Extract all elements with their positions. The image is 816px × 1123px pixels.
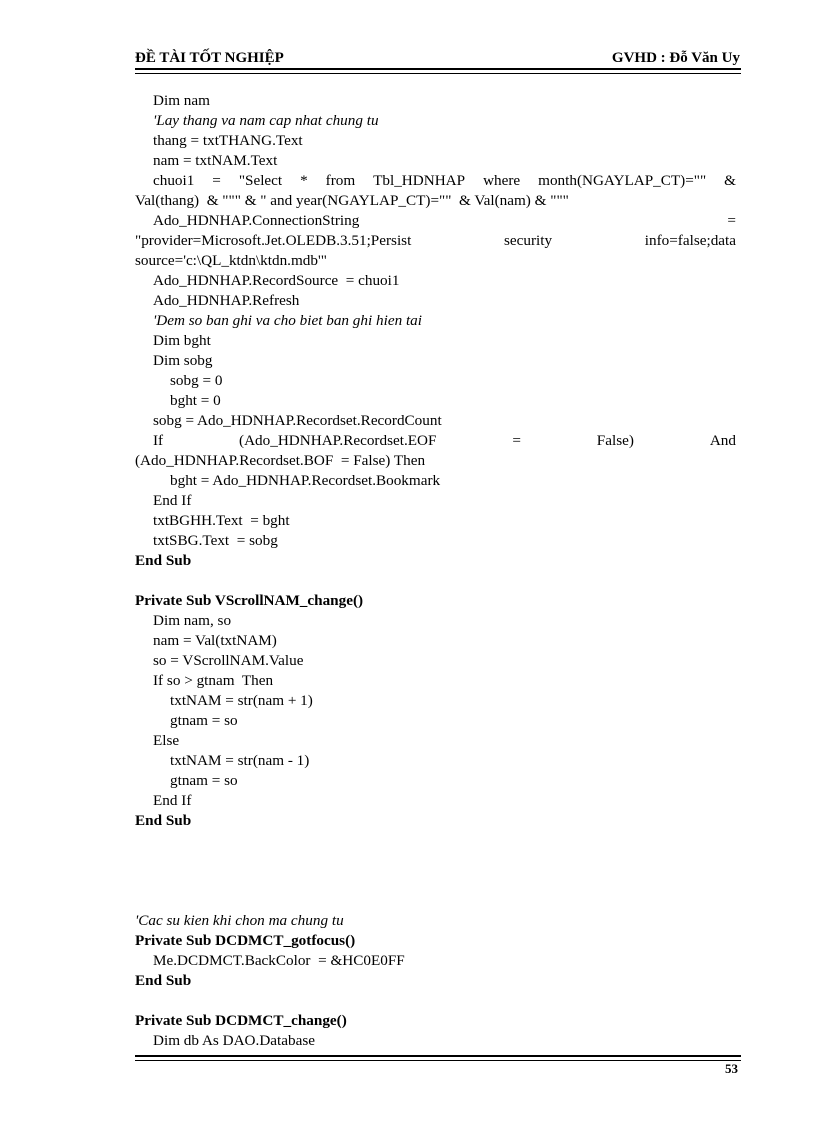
code-line: Dim nam, so	[153, 612, 232, 629]
code-line: End If	[153, 792, 192, 809]
blank-line	[135, 571, 736, 591]
code-line: Ado_HDNHAP.Refresh	[153, 292, 300, 309]
code-line: End If	[153, 492, 192, 509]
code-word: Ado_HDNHAP.ConnectionString	[153, 212, 360, 229]
code-word: "provider=Microsoft.Jet.OLEDB.3.51;Persist	[135, 232, 412, 249]
code-keyword: Private Sub DCDMCT_gotfocus()	[135, 932, 356, 949]
code-line: Dim nam	[153, 92, 210, 109]
code-line: thang = txtTHANG.Text	[153, 132, 303, 149]
code-line: so = VScrollNAM.Value	[153, 652, 304, 669]
page-header	[135, 50, 740, 68]
code-word: =	[512, 432, 521, 449]
code-line: sobg = 0	[170, 372, 223, 389]
code-line: Else	[153, 732, 180, 749]
code-word: Tbl_HDNHAP	[373, 172, 466, 189]
code-keyword: Private Sub VScrollNAM_change()	[135, 592, 364, 609]
code-word: =	[212, 172, 221, 189]
blank-line	[135, 831, 736, 851]
code-listing	[135, 91, 736, 1051]
code-word: *	[300, 172, 308, 189]
code-word: month(NGAYLAP_CT)=""	[538, 172, 707, 189]
code-keyword: End Sub	[135, 812, 192, 829]
code-word: False)	[596, 432, 634, 449]
code-line: Ado_HDNHAP.RecordSource = chuoi1	[153, 272, 400, 289]
blank-line	[135, 991, 736, 1011]
code-line: sobg = Ado_HDNHAP.Recordset.RecordCount	[153, 412, 442, 429]
blank-line	[135, 851, 736, 871]
advisor-name: GVHD : Đỗ Văn Uy	[611, 50, 740, 66]
code-line: Dim db As DAO.Database	[153, 1032, 315, 1049]
code-line-justified	[135, 211, 736, 231]
code-word: If	[153, 432, 164, 449]
code-keyword: End Sub	[135, 552, 192, 569]
code-word: where	[483, 172, 521, 189]
code-word: And	[709, 432, 736, 449]
code-word: &	[724, 172, 736, 189]
blank-line	[135, 891, 736, 911]
code-line: Val(thang) & """ & " and year(NGAYLAP_CT)="" & Val(nam) & """	[135, 192, 569, 209]
code-line-justified	[135, 431, 736, 451]
code-line: (Ado_HDNHAP.Recordset.BOF = False) Then	[135, 452, 426, 469]
code-line: Dim bght	[153, 332, 211, 349]
code-line: txtSBG.Text = sobg	[153, 532, 278, 549]
code-word: info=false;data	[644, 232, 736, 249]
code-line: gtnam = so	[170, 772, 238, 789]
code-line: txtNAM = str(nam + 1)	[170, 692, 313, 709]
code-line: If so > gtnam Then	[153, 672, 274, 689]
code-line-justified	[135, 231, 736, 251]
page-number: 53	[725, 1061, 738, 1076]
code-comment: 'Cac su kien khi chon ma chung tu	[135, 912, 344, 929]
code-line: source='c:\QL_ktdn\ktdn.mdb'"	[135, 252, 327, 269]
code-word: "Select	[238, 172, 283, 189]
code-comment: 'Lay thang va nam cap nhat chung tu	[153, 112, 379, 129]
code-comment: 'Dem so ban ghi va cho biet ban ghi hien tai	[153, 312, 422, 329]
code-line: nam = txtNAM.Text	[153, 152, 278, 169]
header-rule	[135, 68, 741, 74]
code-line: txtBGHH.Text = bght	[153, 512, 290, 529]
code-word: from	[325, 172, 356, 189]
code-line: bght = 0	[170, 392, 221, 409]
code-line: bght = Ado_HDNHAP.Recordset.Bookmark	[170, 472, 441, 489]
code-line: Me.DCDMCT.BackColor = &HC0E0FF	[153, 952, 405, 969]
code-word: =	[727, 212, 736, 229]
code-word: chuoi1	[153, 172, 195, 189]
code-keyword: End Sub	[135, 972, 192, 989]
blank-line	[135, 871, 736, 891]
code-keyword: Private Sub DCDMCT_change()	[135, 1012, 347, 1029]
footer-rule	[135, 1055, 741, 1061]
code-line: Dim sobg	[153, 352, 213, 369]
thesis-title: ĐỀ TÀI TỐT NGHIỆP	[135, 50, 284, 66]
code-line: txtNAM = str(nam - 1)	[170, 752, 310, 769]
code-line: nam = Val(txtNAM)	[153, 632, 277, 649]
code-line: gtnam = so	[170, 712, 238, 729]
code-word: (Ado_HDNHAP.Recordset.EOF	[239, 432, 437, 449]
code-line-justified	[135, 171, 736, 191]
code-word: security	[504, 232, 553, 249]
